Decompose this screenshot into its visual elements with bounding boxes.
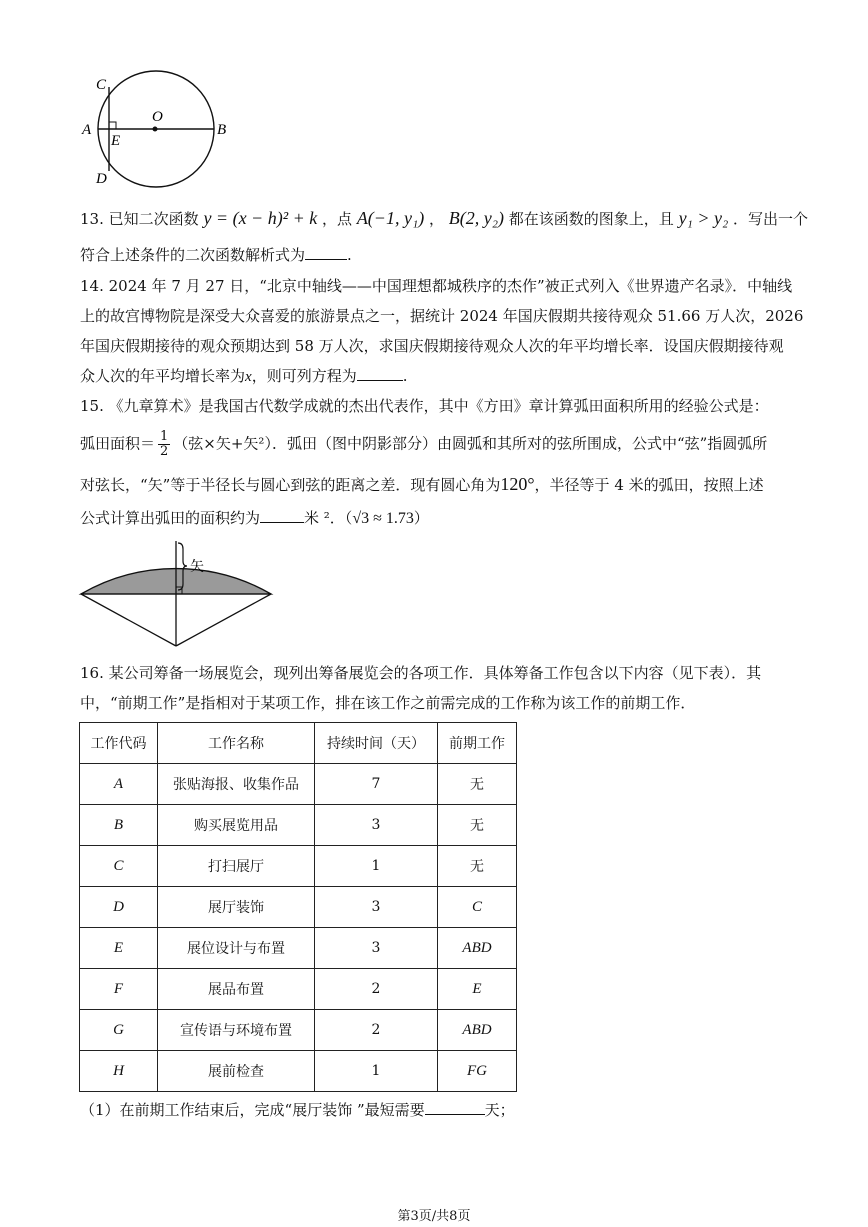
cell-code: H <box>80 1051 158 1092</box>
q16-sub1-end: 天； <box>484 1101 515 1119</box>
header-name: 工作名称 <box>158 723 315 764</box>
q15-sqrt-approx: √3 ≈ 1.73 <box>352 510 414 527</box>
label-a: A <box>82 122 92 138</box>
table-row <box>80 1010 517 1051</box>
q15-line1: 15. 《九章算术》是我国古代数学成就的杰出代表作，其中《方田》章计算弧田面积所用的经验公式是： <box>80 397 769 415</box>
cell-duration: 1 <box>315 846 438 887</box>
cell-prereq: FG <box>438 1051 517 1092</box>
q15-line4 <box>80 508 429 529</box>
table-row <box>80 846 517 887</box>
q14-line3: 年国庆假期接待的观众预期达到 58 万人次，求国庆假期接待观众人次的年平均增长率．设国庆假期接待观 <box>80 337 784 355</box>
cell-code: B <box>80 805 158 846</box>
table-header-row <box>80 723 517 764</box>
q16-line1: 16. 某公司筹备一场展览会，现列出筹备展览会的各项工作．具体筹备工作包含以下内容（见下表）．其 <box>80 664 762 682</box>
right-angle-mark <box>109 122 116 129</box>
q15-line2 <box>80 430 767 459</box>
q13-line2-text: 符合上述条件的二次函数解析式为 <box>80 246 306 264</box>
q15-line3-b: ，半径等于 4 米的弧田，按照上述 <box>534 476 764 494</box>
q14-line4-b: ，则可列方程为 <box>251 367 357 385</box>
table-row <box>80 805 517 846</box>
header-prereq: 前期工作 <box>438 723 517 764</box>
table-row <box>80 887 517 928</box>
label-b: B <box>217 122 227 138</box>
cell-duration: 3 <box>315 805 438 846</box>
cell-name: 打扫展厅 <box>158 846 315 887</box>
q13-text-b: ，点 <box>322 210 353 228</box>
label-c: C <box>96 77 107 93</box>
cell-duration: 3 <box>315 928 438 969</box>
q13-line1 <box>80 208 808 229</box>
label-d: D <box>96 171 107 187</box>
page-footer: 第3页/共8页 <box>397 1209 471 1224</box>
q15-line4-a: 公式计算出弧田的面积约为 <box>80 509 261 527</box>
q13-text-c: 都在该函数的图象上，且 <box>508 210 674 228</box>
q13-condition: y₁ > y₂ <box>678 208 729 228</box>
q13-point-b: B(2, y₂) <box>448 208 505 228</box>
q13-text-d: ．写出一个 <box>733 210 809 228</box>
header-code: 工作代码 <box>80 723 158 764</box>
cell-name: 宣传语与环境布置 <box>158 1010 315 1051</box>
cell-prereq: ABD <box>438 1010 517 1051</box>
q13-answer-blank[interactable] <box>305 245 347 260</box>
cell-code: E <box>80 928 158 969</box>
cell-name: 展位设计与布置 <box>158 928 315 969</box>
sagitta-label: 矢 <box>190 559 204 575</box>
label-o: O <box>152 109 163 125</box>
radius-right <box>176 594 271 646</box>
q15-line3 <box>80 474 764 495</box>
q16-sub1-text: （1）在前期工作结束后，完成“展厅装饰 ”最短需要 <box>80 1101 425 1119</box>
q15-line3-a: 对弦长，“矢”等于半径长与圆心到弦的距离之差．现有圆心角为 <box>80 476 501 494</box>
q14-line4 <box>80 366 407 387</box>
cell-code: D <box>80 887 158 928</box>
cell-code: A <box>80 764 158 805</box>
q14-line4-end: . <box>402 367 408 385</box>
cell-prereq: 无 <box>438 846 517 887</box>
q13-line2-end: . <box>347 246 352 264</box>
cell-code: C <box>80 846 158 887</box>
q14-line1: 14. 2024 年 7 月 27 日，“北京中轴线——中国理想都城秩序的杰作”被正式列入《世界遗产名录》．中轴线 <box>80 277 793 295</box>
table-row <box>80 1051 517 1092</box>
q15-frac-num: 1 <box>160 429 169 444</box>
radius-left <box>81 594 176 646</box>
cell-duration: 2 <box>315 969 438 1010</box>
cell-prereq: 无 <box>438 764 517 805</box>
q13-text-a: 已知二次函数 <box>108 210 199 228</box>
q15-frac-den: 2 <box>160 444 169 459</box>
cell-prereq: E <box>438 969 517 1010</box>
q16-sub1-answer-blank[interactable] <box>425 1100 485 1115</box>
cell-duration: 3 <box>315 887 438 928</box>
label-e: E <box>111 133 121 149</box>
cell-name: 张贴海报、收集作品 <box>158 764 315 805</box>
cell-duration: 2 <box>315 1010 438 1051</box>
cell-name: 购买展览用品 <box>158 805 315 846</box>
q13-line2 <box>80 245 352 265</box>
q14-line4-a: 众人次的年平均增长率为 <box>80 367 246 385</box>
q15-line4-b: 米 ²．（ <box>304 509 353 527</box>
cell-name: 展品布置 <box>158 969 315 1010</box>
work-table <box>79 722 517 1092</box>
cell-name: 展厅装饰 <box>158 887 315 928</box>
q15-line2-b: （弦×矢+矢²）．弧田（图中阴影部分）由圆弧和其所对的弦所围成，公式中“弦”指圆弧所 <box>173 434 768 453</box>
q14-line2: 上的故宫博物院是深受大众喜爱的旅游景点之一，据统计 2024 年国庆假期共接待观众 51.66 万人次，2026 <box>80 307 804 325</box>
cell-prereq: 无 <box>438 805 517 846</box>
q15-line2-a: 弧田面积＝ <box>80 434 156 453</box>
q13-formula: y = (x − h)² + k <box>203 208 318 228</box>
table-row <box>80 928 517 969</box>
table-row <box>80 764 517 805</box>
q15-angle: 120° <box>500 474 535 494</box>
cell-name: 展前检查 <box>158 1051 315 1092</box>
arc-field-figure <box>78 538 274 648</box>
cell-prereq: ABD <box>438 928 517 969</box>
q14-variable: x <box>245 369 252 385</box>
q13-number: 13. <box>80 210 104 228</box>
q16-sub1 <box>80 1100 515 1120</box>
cell-code: F <box>80 969 158 1010</box>
q13-point-a: A(−1, y₁) <box>356 208 425 228</box>
q15-line4-c: ） <box>413 509 429 527</box>
q14-answer-blank[interactable] <box>357 366 403 381</box>
cell-prereq: C <box>438 887 517 928</box>
q15-answer-blank[interactable] <box>260 508 304 523</box>
circle-figure <box>78 70 238 192</box>
cell-code: G <box>80 1010 158 1051</box>
header-duration: 持续时间（天） <box>315 723 438 764</box>
q13-sep: ， <box>428 210 444 228</box>
cell-duration: 1 <box>315 1051 438 1092</box>
table-row <box>80 969 517 1010</box>
cell-duration: 7 <box>315 764 438 805</box>
center-point <box>153 127 158 132</box>
q16-line2: 中，“前期工作”是指相对于某项工作，排在该工作之前需完成的工作称为该工作的前期工作． <box>80 694 696 712</box>
q15-fraction <box>158 430 170 459</box>
